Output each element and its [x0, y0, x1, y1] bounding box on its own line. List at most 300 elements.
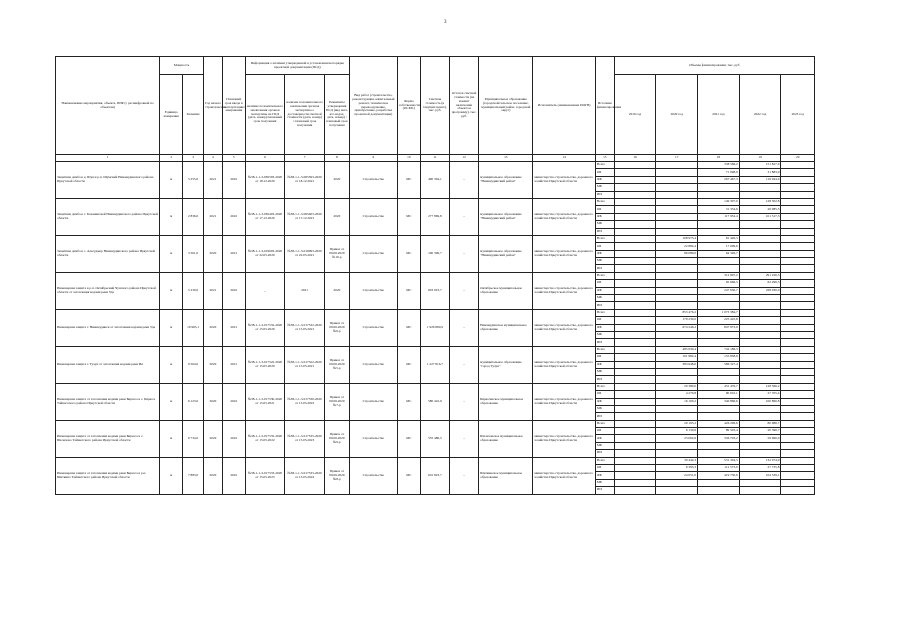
municipality: муниципальное образование "Нижнеудинский район" — [479, 198, 533, 235]
year-start: 2020 — [204, 420, 223, 457]
funding-amount: 228 930,0 — [739, 287, 781, 294]
hdr-event-name: Наименование мероприятия, объекта, ПИР (с расшифровкой по объектам) — [56, 57, 160, 155]
funding-amount — [739, 228, 781, 235]
executor: министерство строительства, дорожного хозяйства Иркутской области — [533, 162, 596, 199]
psd-expertise: №38-1-1-3-065403-2020 от 17.12.2020 — [245, 198, 285, 235]
capacity-unit: м — [160, 309, 183, 346]
funding-amount — [781, 428, 815, 435]
hdr-psd-info: Информация о наличии утвержденной в установленном порядке проектной документации (ПСД) — [245, 57, 349, 75]
hdr-year-commission: Плановый срок ввода в эксплуатацию/завершения — [222, 57, 245, 155]
funding-source: Всего — [595, 346, 614, 353]
funding-amount — [614, 450, 656, 457]
work-type: Строительство — [349, 420, 397, 457]
funding-amount — [656, 405, 698, 412]
funding-amount: 247 030,7 — [698, 287, 740, 294]
funding-amount: 338 566,2 — [698, 162, 740, 169]
work-type: Строительство — [349, 272, 397, 309]
psd-reliability: №38-1-1-3-017530-2020 от 15.05.2022 — [285, 383, 325, 420]
object-name: Инженерная защита в р.п. Октябрьский Чунского района Иркутской области от затопления водами реки Уда — [56, 272, 160, 309]
funding-amount: 149 307,0 — [698, 198, 740, 205]
funding-amount — [614, 265, 656, 272]
funding-amount — [614, 405, 656, 412]
funding-amount — [781, 487, 815, 494]
psd-approval: Приказ от 09.06.2020 №9-р — [324, 420, 349, 457]
object-name: Инженерная защита от затопления водами реки Бирюса в с. Шелехово Тайшетского района Иркутской области — [56, 420, 160, 457]
executor: министерство строительства, дорожного хозяйства Иркутской области — [533, 420, 596, 457]
funding-amount: 64 326,7 — [698, 250, 740, 257]
funding-amount: 155 858,9 — [698, 354, 740, 361]
column-number: 17 — [656, 155, 698, 162]
work-type: Строительство — [349, 198, 397, 235]
funding-amount: 80 086,7 — [739, 420, 781, 427]
funding-amount — [739, 354, 781, 361]
funding-amount — [614, 442, 656, 449]
column-number: 6 — [245, 155, 285, 162]
municipality: муниципальное образование "Нижнеудинский район" — [479, 162, 533, 199]
funding-amount: 6 130,6 — [656, 428, 698, 435]
year-end: 2022 — [222, 162, 245, 199]
ownership: МС — [397, 309, 420, 346]
funding-amount — [781, 176, 815, 183]
funding-amount — [698, 368, 740, 375]
object-name: Инженерная защита г. Тулун от затопления водами реки Ия — [56, 346, 160, 383]
funding-amount: 16 100,2 — [656, 398, 698, 405]
funding-amount — [698, 413, 740, 420]
funding-amount — [614, 435, 656, 442]
funding-amount — [739, 487, 781, 494]
funding-amount: 100 860,8 — [739, 398, 781, 405]
funding-amount: 847 973,9 — [698, 324, 740, 331]
psd-reliability: №38-1-1-3-065403-2020 от 17.12.2021 — [285, 198, 325, 235]
capacity-unit: м — [160, 235, 183, 272]
funding-amount — [614, 331, 656, 338]
funding-amount — [614, 324, 656, 331]
funding-amount: 104 339,1 — [739, 472, 781, 479]
funding-amount — [656, 450, 698, 457]
year-end: 2022 — [222, 420, 245, 457]
funding-source: ИИ — [595, 228, 614, 235]
funding-amount: 20 396,7 — [739, 428, 781, 435]
funding-amount — [698, 258, 740, 265]
year-end: 2021 — [222, 346, 245, 383]
funding-amount — [781, 324, 815, 331]
funding-amount — [698, 487, 740, 494]
psd-reliability: №38-1-1-3-019093-2020 от 22.05.2021 — [285, 235, 325, 272]
column-number: 14 — [533, 155, 596, 162]
funding-amount — [614, 487, 656, 494]
funding-source: ФБ — [595, 176, 614, 183]
municipality: Бирюсинское муниципальное образование — [479, 383, 533, 420]
column-number: 18 — [698, 155, 740, 162]
funding-amount: 340 866,6 — [698, 398, 740, 405]
capacity-unit: м — [160, 457, 183, 494]
remaining-cost: – — [449, 235, 478, 272]
funding-amount — [739, 346, 781, 353]
funding-amount — [781, 184, 815, 191]
hdr-year-2022: 2022 год — [739, 75, 781, 155]
funding-amount: 22 884,4 — [656, 243, 698, 250]
funding-amount — [781, 383, 815, 390]
year-end: 2022 — [222, 457, 245, 494]
funding-source: ФБ — [595, 287, 614, 294]
psd-expertise: №38-1-1-3-017522-2020 от 15.05.2020 — [245, 346, 285, 383]
funding-source: ИИ — [595, 450, 614, 457]
psd-reliability: №38-1-1-3-017532-2020 от 15.05.2021 — [285, 309, 325, 346]
funding-amount: 108 973,4 — [656, 235, 698, 242]
executor: министерство строительства, дорожного хозяйства Иркутской области — [533, 457, 596, 494]
hdr-remaining-cost: Остаток сметной стоимости (на момент включения объекта в программу), тыс. руб. — [449, 57, 478, 155]
funding-amount: 62 296,5 — [739, 280, 781, 287]
funding-amount — [614, 295, 656, 302]
column-numbers-row — [56, 155, 815, 162]
funding-amount — [656, 184, 698, 191]
psd-expertise: №38-1-1-3-017530-2020 от 15.05.2021 — [245, 383, 285, 420]
funding-amount — [614, 428, 656, 435]
column-number: 3 — [183, 155, 204, 162]
funding-source: Всего — [595, 457, 614, 464]
funding-amount — [614, 368, 656, 375]
funding-amount — [614, 162, 656, 169]
funding-amount: 132 074,9 — [739, 457, 781, 464]
funding-amount — [656, 191, 698, 198]
ownership: МС — [397, 457, 420, 494]
funding-source: ОБ — [595, 206, 614, 213]
funding-amount: 383 648,0 — [656, 361, 698, 368]
funding-amount — [614, 250, 656, 257]
table-row — [56, 383, 815, 390]
funding-amount — [656, 162, 698, 169]
financing-table — [55, 56, 815, 495]
funding-amount — [781, 479, 815, 486]
funding-amount — [614, 235, 656, 242]
psd-reliability: №38-1-1-3-017535-2020 от 15.05.2023 — [285, 420, 325, 457]
object-name: Инженерная защита от затопления водами реки Бирюса в с. Бирюса Тайшетского района Иркутской области — [56, 383, 160, 420]
funding-amount — [739, 368, 781, 375]
funding-amount — [781, 413, 815, 420]
year-start: 2021 — [204, 272, 223, 309]
funding-amount: 27 705,4 — [739, 391, 781, 398]
funding-source: ИИ — [595, 339, 614, 346]
funding-amount — [614, 176, 656, 183]
hdr-psd-approval: Реквизиты утверждения ПСД (вид акта, кто издал, дата, номер) / плановый срок получения — [324, 75, 349, 155]
estimate-cost: 1 926 860,9 — [420, 309, 449, 346]
hdr-value: Значение — [183, 75, 204, 155]
funding-amount — [698, 302, 740, 309]
psd-approval: 2020 — [324, 162, 349, 199]
funding-amount — [614, 191, 656, 198]
funding-amount — [781, 339, 815, 346]
funding-amount: 312 697,2 — [698, 272, 740, 279]
funding-amount — [739, 250, 781, 257]
funding-amount — [781, 265, 815, 272]
funding-amount: 81 426,3 — [698, 235, 740, 242]
column-number: 1 — [56, 155, 160, 162]
hdr-year-2019: 2019 год — [614, 75, 656, 155]
capacity-value: 5 230,0 — [183, 272, 204, 309]
hdr-ownership: Форма собственности (ОСМС) — [397, 57, 420, 155]
funding-amount: 485 630,4 — [656, 346, 698, 353]
psd-reliability: №38-1-1-3-017522-2020 от 15.05.2021 — [285, 346, 325, 383]
year-start: 2020 — [204, 309, 223, 346]
funding-amount: 179 230,0 — [656, 317, 698, 324]
funding-amount: 742 186,3 — [698, 346, 740, 353]
funding-amount — [739, 265, 781, 272]
funding-amount — [781, 228, 815, 235]
funding-amount — [656, 479, 698, 486]
municipality: муниципальное образование "Нижнеудинский район" — [479, 235, 533, 272]
funding-source: ИИ — [595, 265, 614, 272]
funding-amount: 531 304,5 — [698, 457, 740, 464]
funding-amount — [781, 317, 815, 324]
capacity-value: 9 564,0 — [183, 346, 204, 383]
psd-approval: 2020 — [324, 198, 349, 235]
column-number: 13 — [479, 155, 533, 162]
funding-amount — [739, 376, 781, 383]
psd-reliability: №38-1-1-3-065593-2020 от 18.12.2021 — [285, 162, 325, 199]
remaining-cost: – — [449, 309, 478, 346]
funding-amount — [781, 295, 815, 302]
funding-amount — [739, 309, 781, 316]
year-start: 2020 — [204, 235, 223, 272]
table-row — [56, 162, 815, 169]
column-number: 20 — [781, 155, 815, 162]
municipality: Нижнеудинское муниципальное образование — [479, 309, 533, 346]
estimate-cost: 603 923,7 — [420, 272, 449, 309]
funding-amount — [739, 324, 781, 331]
psd-expertise: _ — [245, 272, 285, 309]
funding-amount — [656, 198, 698, 205]
funding-source: ФБ — [595, 324, 614, 331]
funding-amount — [698, 479, 740, 486]
capacity-unit: м — [160, 420, 183, 457]
funding-source: МБ — [595, 258, 614, 265]
funding-source: ОБ — [595, 428, 614, 435]
year-start: 2021 — [204, 162, 223, 199]
work-type: Строительство — [349, 383, 397, 420]
funding-amount — [781, 287, 815, 294]
year-start: 2021 — [204, 198, 223, 235]
funding-amount — [656, 442, 698, 449]
funding-amount: 90 610,1 — [698, 391, 740, 398]
funding-amount — [614, 272, 656, 279]
funding-amount — [739, 479, 781, 486]
funding-amount — [739, 243, 781, 250]
funding-amount: 431 476,7 — [698, 383, 740, 390]
funding-source: ИИ — [595, 302, 614, 309]
funding-amount — [781, 272, 815, 279]
table-row — [56, 272, 815, 279]
funding-source: ФБ — [595, 472, 614, 479]
remaining-cost: – — [449, 162, 478, 199]
funding-amount — [656, 376, 698, 383]
table-row — [56, 309, 815, 316]
funding-amount — [656, 287, 698, 294]
funding-amount — [781, 450, 815, 457]
column-number: 12 — [449, 155, 478, 162]
table-body — [56, 162, 815, 495]
ownership: МС — [397, 346, 420, 383]
funding-amount — [614, 361, 656, 368]
funding-amount — [614, 198, 656, 205]
funding-source: ИИ — [595, 376, 614, 383]
column-number: 2 — [160, 155, 183, 162]
funding-source: Всего — [595, 309, 614, 316]
funding-amount — [739, 331, 781, 338]
capacity-unit: м — [160, 346, 183, 383]
funding-amount — [739, 317, 781, 324]
funding-amount: 30 444,3 — [656, 457, 698, 464]
estimate-cost: 277 869,8 — [420, 198, 449, 235]
funding-amount — [614, 213, 656, 220]
executor: министерство строительства, дорожного хозяйства Иркутской области — [533, 272, 596, 309]
psd-approval: Приказ от 09.06.2020 №6-р — [324, 309, 349, 346]
column-number: 15 — [595, 155, 614, 162]
funding-amount — [781, 391, 815, 398]
hdr-psd-expertise: наличие положительного заключения органов экспертизы на ПСД (дата, номер)/плановый срок получения — [245, 75, 285, 155]
funding-source: Всего — [595, 420, 614, 427]
funding-amount — [698, 442, 740, 449]
psd-reliability: 2021 — [285, 272, 325, 309]
funding-amount — [656, 487, 698, 494]
funding-amount — [781, 280, 815, 287]
capacity-unit: м — [160, 198, 183, 235]
executor: министерство строительства, дорожного хозяйства Иркутской области — [533, 346, 596, 383]
ownership: МС — [397, 420, 420, 457]
ownership: МС — [397, 383, 420, 420]
funding-amount — [781, 465, 815, 472]
remaining-cost: – — [449, 420, 478, 457]
funding-amount: 674 246,2 — [656, 324, 698, 331]
funding-amount — [614, 221, 656, 228]
funding-amount — [781, 405, 815, 412]
funding-amount: 128 502,8 — [739, 198, 781, 205]
year-end: 2022 — [222, 272, 245, 309]
funding-amount — [614, 243, 656, 250]
funding-amount — [614, 457, 656, 464]
funding-amount — [698, 376, 740, 383]
psd-approval: 2020 — [324, 272, 349, 309]
funding-source: Всего — [595, 162, 614, 169]
column-number: 9 — [349, 155, 397, 162]
funding-amount — [614, 280, 656, 287]
funding-source: ФБ — [595, 361, 614, 368]
funding-source: МБ — [595, 295, 614, 302]
table-row — [56, 420, 815, 427]
funding-amount — [739, 295, 781, 302]
funding-amount — [698, 265, 740, 272]
funding-amount: 65 666,5 — [698, 280, 740, 287]
funding-amount — [614, 376, 656, 383]
funding-source: ОБ — [595, 169, 614, 176]
funding-amount: 853 476,2 — [656, 309, 698, 316]
column-number: 5 — [222, 155, 245, 162]
funding-amount — [781, 258, 815, 265]
object-name: Инженерная защита от затопления водами реки Бирюса в р.п. Шиткино Тайшетского района Иркутской области — [56, 457, 160, 494]
funding-amount: 267 467,3 — [698, 176, 740, 183]
object-name: Защитная дамба в с. Боханинской Нижнеудинского района Иркутской области — [56, 198, 160, 235]
funding-source: ИИ — [595, 191, 614, 198]
funding-amount — [781, 435, 815, 442]
funding-amount — [614, 479, 656, 486]
estimate-cost: 580 422,9 — [420, 383, 449, 420]
funding-amount — [656, 339, 698, 346]
funding-amount — [781, 250, 815, 257]
funding-amount — [614, 169, 656, 176]
funding-amount — [656, 368, 698, 375]
funding-amount: 151 827,9 — [739, 162, 781, 169]
object-name: Инженерная защита г. Нижнеудинск от затопления водами реки Уда — [56, 309, 160, 346]
funding-source: Всего — [595, 235, 614, 242]
funding-amount — [656, 413, 698, 420]
capacity-value: 16 963,1 — [183, 309, 204, 346]
hdr-work-type: Вид работ (строительство, реконструкция, капитальный ремонт, техническое перевооружение, приобретение, разработка проектной документации) — [349, 57, 397, 155]
psd-expertise: №38-1-1-3-065593-2020 от 18.12.2020 — [245, 162, 285, 199]
funding-amount — [781, 243, 815, 250]
estimate-cost: 535 486,5 — [420, 420, 449, 457]
ownership: МС — [397, 162, 420, 199]
funding-amount — [698, 405, 740, 412]
column-number: 8 — [324, 155, 349, 162]
remaining-cost: – — [449, 383, 478, 420]
object-name: Защитная дамба в с. Альгуджер Нижнеудинского района Иркутской области — [56, 235, 160, 272]
funding-source: ОБ — [595, 317, 614, 324]
capacity-unit: м — [160, 272, 183, 309]
funding-amount — [781, 376, 815, 383]
funding-amount — [781, 457, 815, 464]
capacity-value: 7 883,0 — [183, 457, 204, 494]
year-end: 2021 — [222, 309, 245, 346]
funding-amount: 31 354,6 — [698, 206, 740, 213]
year-start: 2020 — [204, 457, 223, 494]
funding-amount — [614, 472, 656, 479]
funding-amount: 26 985,5 — [739, 206, 781, 213]
funding-source: ОБ — [595, 243, 614, 250]
funding-amount — [739, 442, 781, 449]
funding-amount: 4 279,8 — [656, 391, 698, 398]
year-end: 2022 — [222, 383, 245, 420]
estimate-cost: 190 399,7 — [420, 235, 449, 272]
funding-source: Всего — [595, 272, 614, 279]
funding-amount — [614, 354, 656, 361]
funding-source: ИИ — [595, 413, 614, 420]
year-end: 2021 — [222, 235, 245, 272]
funding-amount — [656, 228, 698, 235]
funding-amount: 586 327,4 — [698, 361, 740, 368]
funding-source: МБ — [595, 221, 614, 228]
page-number: 3 — [444, 20, 447, 25]
funding-amount: 291 226,5 — [739, 272, 781, 279]
psd-expertise: №38-1-1-3-017535-2020 от 15.05.2022 — [245, 420, 285, 457]
remaining-cost: – — [449, 272, 478, 309]
funding-source: ФБ — [595, 213, 614, 220]
hdr-year-start: Год начала строительства — [204, 57, 223, 155]
funding-amount — [614, 206, 656, 213]
year-end: 2022 — [222, 198, 245, 235]
funding-amount — [614, 287, 656, 294]
municipality: Шелеховское муниципальное образование — [479, 420, 533, 457]
funding-amount: 225 410,8 — [698, 317, 740, 324]
funding-amount: 17 099,6 — [698, 243, 740, 250]
remaining-cost: – — [449, 457, 478, 494]
funding-amount: 6 393,3 — [656, 465, 698, 472]
funding-amount — [781, 198, 815, 205]
funding-amount — [614, 413, 656, 420]
funding-amount — [739, 405, 781, 412]
table-row — [56, 198, 815, 205]
funding-amount — [656, 272, 698, 279]
year-start: 2020 — [204, 346, 223, 383]
funding-source: МБ — [595, 331, 614, 338]
